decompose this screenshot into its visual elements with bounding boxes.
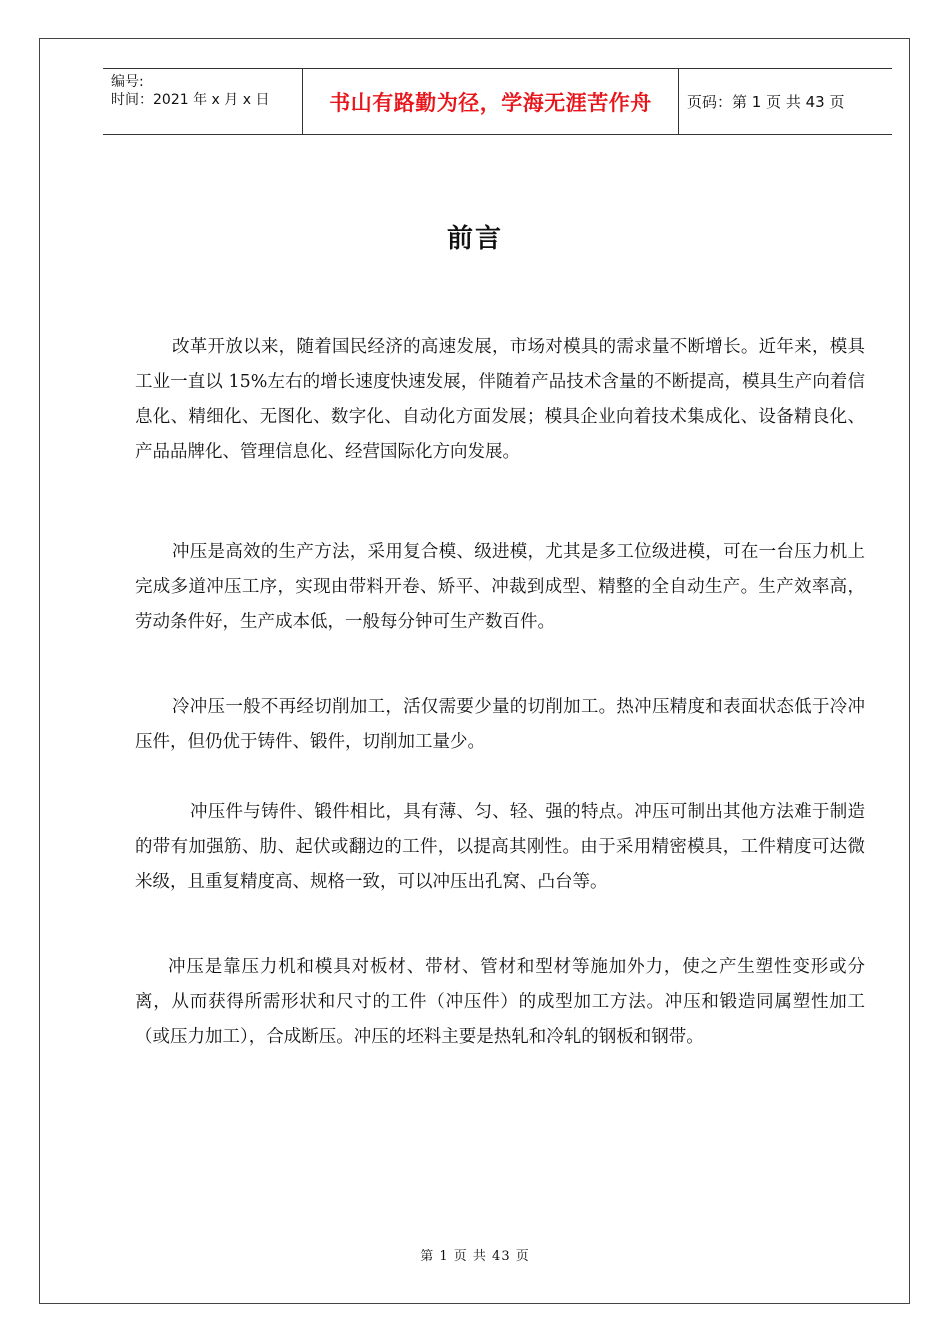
paragraph-3: 冷冲压一般不再经切削加工，活仅需要少量的切削加工。热冲压精度和表面状态低于冷冲压件，但仍优于铸件、锻件，切削加工量少。 xyxy=(135,697,865,752)
paragraph-5: 冲压是靠压力机和模具对板材、带材、管材和型材等施加外力，使之产生塑性变形或分离，从而获得所需形状和尺寸的工件（冲压件）的成型加工方法。冲压和锻造同属塑性加工（或压力加工），合成断压。冲压的坯料主要是热轧和冷轧的钢板和钢带。 xyxy=(135,957,865,1047)
document-date: 时间：2021 年 x 月 x 日 xyxy=(111,92,270,108)
page-title: 前言 xyxy=(446,224,503,254)
document-number-label: 编号: xyxy=(111,74,144,90)
header-meta xyxy=(103,69,303,134)
header-motto: 书山有路勤为径，学海无涯苦作舟 xyxy=(303,69,679,134)
document-header xyxy=(103,68,892,135)
header-page-info: 页码：第 1 页 共 43 页 xyxy=(687,93,845,111)
paragraph-4: 冲压件与铸件、锻件相比，具有薄、匀、轻、强的特点。冲压可制出其他方法难于制造的带有加强筋、肋、起伏或翻边的工件，以提高其刚性。由于采用精密模具，工件精度可达微米级，且重复精度高、规格一致，可以冲压出孔窝、凸台等。 xyxy=(135,802,865,892)
page-footer: 第 1 页 共 43 页 xyxy=(420,1249,530,1264)
paragraph-2: 冲压是高效的生产方法，采用复合模、级进模，尤其是多工位级进模，可在一台压力机上完成多道冲压工序，实现由带料开卷、矫平、冲裁到成型、精整的全自动生产。生产效率高，劳动条件好，生产成本低，一般每分钟可生产数百件。 xyxy=(135,542,865,632)
paragraph-1: 改革开放以来，随着国民经济的高速发展，市场对模具的需求量不断增长。近年来，模具工业一直以 15%左右的增长速度快速发展，伴随着产品技术含量的不断提高，模具生产向着信息化、精细化、无图化、数字化、自动化方面发展；模具企业向着技术集成化、设备精良化、产品品牌化、管理信息化、经营国际化方向发展。 xyxy=(135,337,865,462)
